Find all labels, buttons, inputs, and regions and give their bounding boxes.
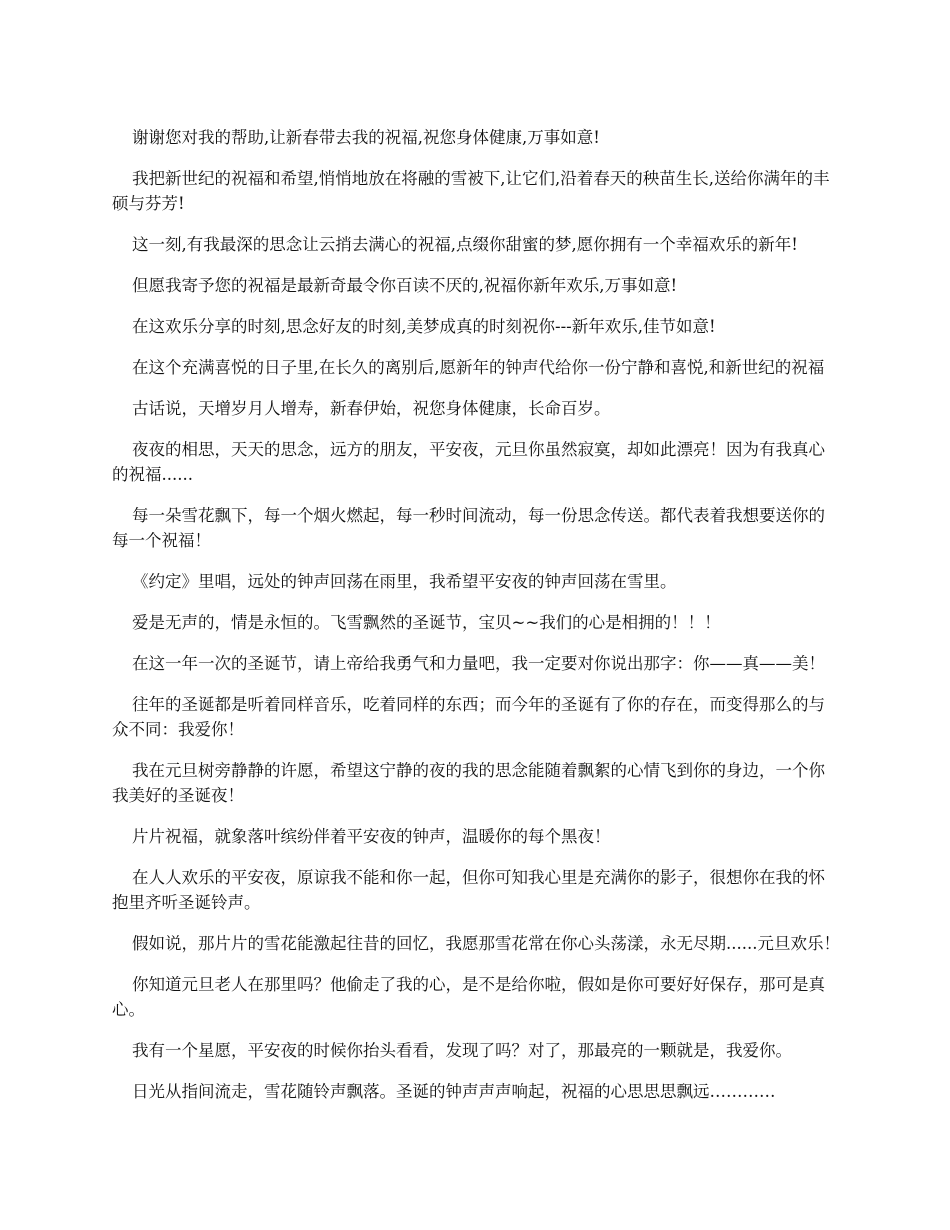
paragraph: 古话说，天增岁月人增寿，新春伊始，祝您身体健康，长命百岁。 [132, 399, 611, 418]
paragraph: 往年的圣诞都是听着同样音乐，吃着同样的东西；而今年的圣诞有了你的存在，而变得那么的与众不同：我爱你！ [112, 695, 825, 739]
paragraph: 每一朵雪花飘下，每一个烟火燃起，每一秒时间流动，每一份思念传送。都代表着我想要送你的每一个祝福！ [112, 506, 825, 550]
paragraph: 在这欢乐分享的时刻,思念好友的时刻,美梦成真的时刻祝你---新年欢乐,佳节如意! [132, 317, 716, 336]
paragraph: 日光从指间流走，雪花随铃声飘落。圣诞的钟声声声响起，祝福的心思思思飘远………… [132, 1082, 776, 1101]
paragraph: 谢谢您对我的帮助,让新春带去我的祝福,祝您身体健康,万事如意! [132, 128, 600, 147]
paragraph: 你知道元旦老人在那里吗？他偷走了我的心，是不是给你啦，假如是你可要好好保存，那可是真心。 [112, 975, 825, 1019]
paragraph: 在人人欢乐的平安夜，原谅我不能和你一起，但你可知我心里是充满你的影子，很想你在我的怀抱里齐听圣诞铃声。 [112, 868, 825, 912]
paragraph: 假如说，那片片的雪花能激起往昔的回忆，我愿那雪花常在你心头荡漾，永无尽期......元旦欢乐！ [132, 934, 840, 953]
paragraph: 爱是无声的，情是永恒的。飞雪飘然的圣诞节，宝贝~~我们的心是相拥的！！！ [132, 613, 721, 632]
paragraph: 片片祝福，就象落叶缤纷伴着平安夜的钟声，温暖你的每个黑夜！ [132, 827, 611, 846]
paragraph: 我在元旦树旁静静的许愿，希望这宁静的夜的我的思念能随着飘絮的心情飞到你的身边，一个你我美好的圣诞夜！ [112, 761, 825, 805]
document-body [112, 125, 840, 1120]
paragraph: 我把新世纪的祝福和希望,悄悄地放在将融的雪被下,让它们,沿着春天的秧苗生长,送给你满年的丰硕与芬芳! [112, 169, 830, 213]
paragraph: 这一刻,有我最深的思念让云捎去满心的祝福,点缀你甜蜜的梦,愿你拥有一个幸福欢乐的新年! [132, 235, 798, 254]
paragraph: 夜夜的相思，天天的思念，远方的朋友，平安夜，元旦你虽然寂寞，却如此漂亮！因为有我真心的祝福...... [112, 440, 825, 484]
paragraph: 但愿我寄予您的祝福是最新奇最令你百读不厌的,祝福你新年欢乐,万事如意! [132, 276, 678, 295]
paragraph: 《约定》里唱，远处的钟声回荡在雨里，我希望平安夜的钟声回荡在雪里。 [132, 572, 677, 591]
paragraph: 我有一个星愿，平安夜的时候你抬头看看，发现了吗？对了，那最亮的一颗就是，我爱你。 [132, 1041, 792, 1060]
paragraph: 在这个充满喜悦的日子里,在长久的离别后,愿新年的钟声代给你一份宁静和喜悦,和新世纪的祝福 [132, 358, 825, 377]
paragraph: 在这一年一次的圣诞节，请上帝给我勇气和力量吧，我一定要对你说出那字：你——真——美！ [132, 654, 825, 673]
